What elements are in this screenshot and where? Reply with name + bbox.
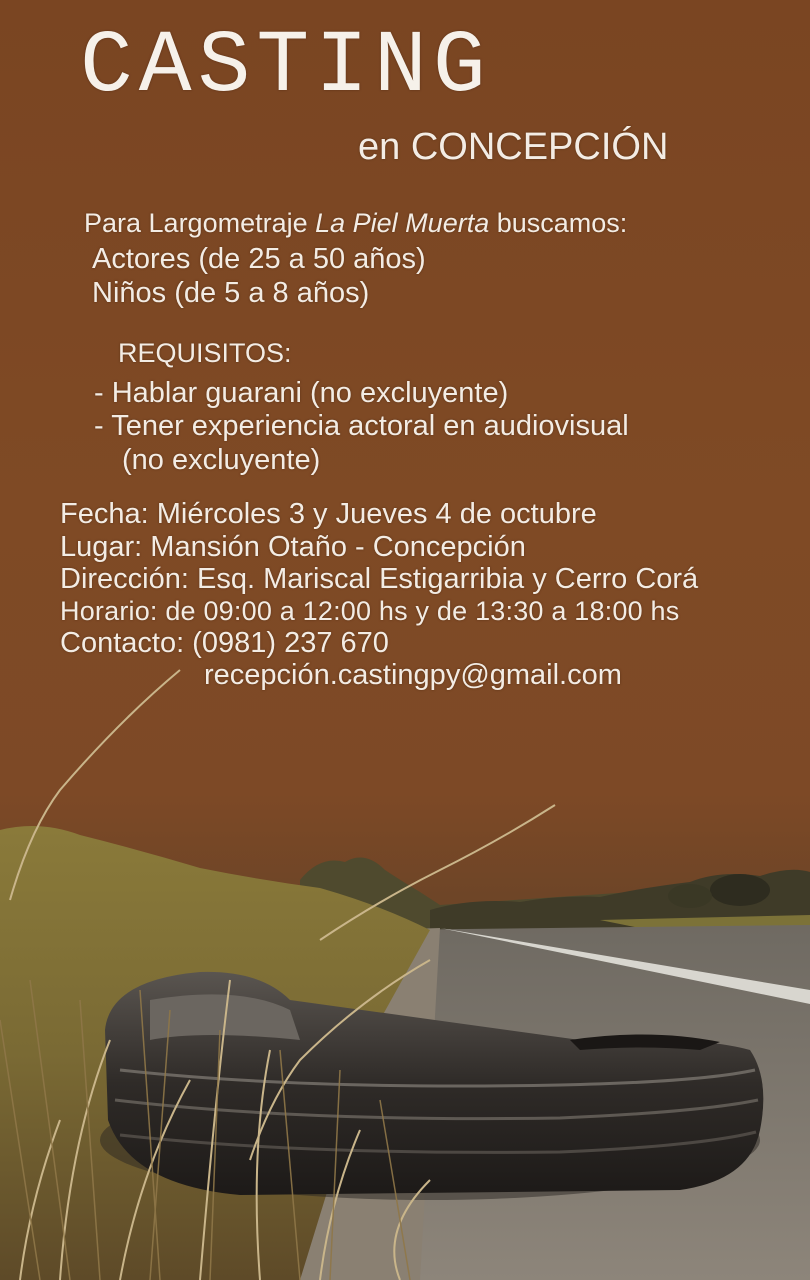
poster-title: CASTING bbox=[80, 18, 492, 117]
place-line: Lugar: Mansión Otaño - Concepción bbox=[60, 531, 526, 563]
requirement-item: - Hablar guarani (no excluyente) bbox=[94, 377, 509, 409]
schedule-line: Horario: de 09:00 a 12:00 hs y de 13:30 a 18:00 hs bbox=[60, 596, 680, 626]
intro-suffix: buscamos: bbox=[489, 208, 628, 238]
intro-line bbox=[84, 206, 627, 240]
requirement-item: (no excluyente) bbox=[122, 444, 321, 476]
role-item: Niños (de 5 a 8 años) bbox=[92, 277, 370, 309]
contact-line: Contacto: (0981) 237 670 bbox=[60, 627, 389, 659]
email-line: recepción.castingpy@gmail.com bbox=[204, 659, 622, 691]
intro-prefix: Para Largometraje bbox=[84, 208, 316, 238]
poster-subtitle: en CONCEPCIÓN bbox=[358, 126, 669, 168]
date-line: Fecha: Miércoles 3 y Jueves 4 de octubre bbox=[60, 498, 597, 530]
requirement-item: - Tener experiencia actoral en audiovisual bbox=[94, 410, 629, 442]
role-item: Actores (de 25 a 50 años) bbox=[92, 243, 426, 275]
film-title: La Piel Muerta bbox=[315, 208, 490, 238]
address-line: Dirección: Esq. Mariscal Estigarribia y Cerro Corá bbox=[60, 563, 699, 595]
requirements-heading: REQUISITOS: bbox=[118, 338, 292, 368]
